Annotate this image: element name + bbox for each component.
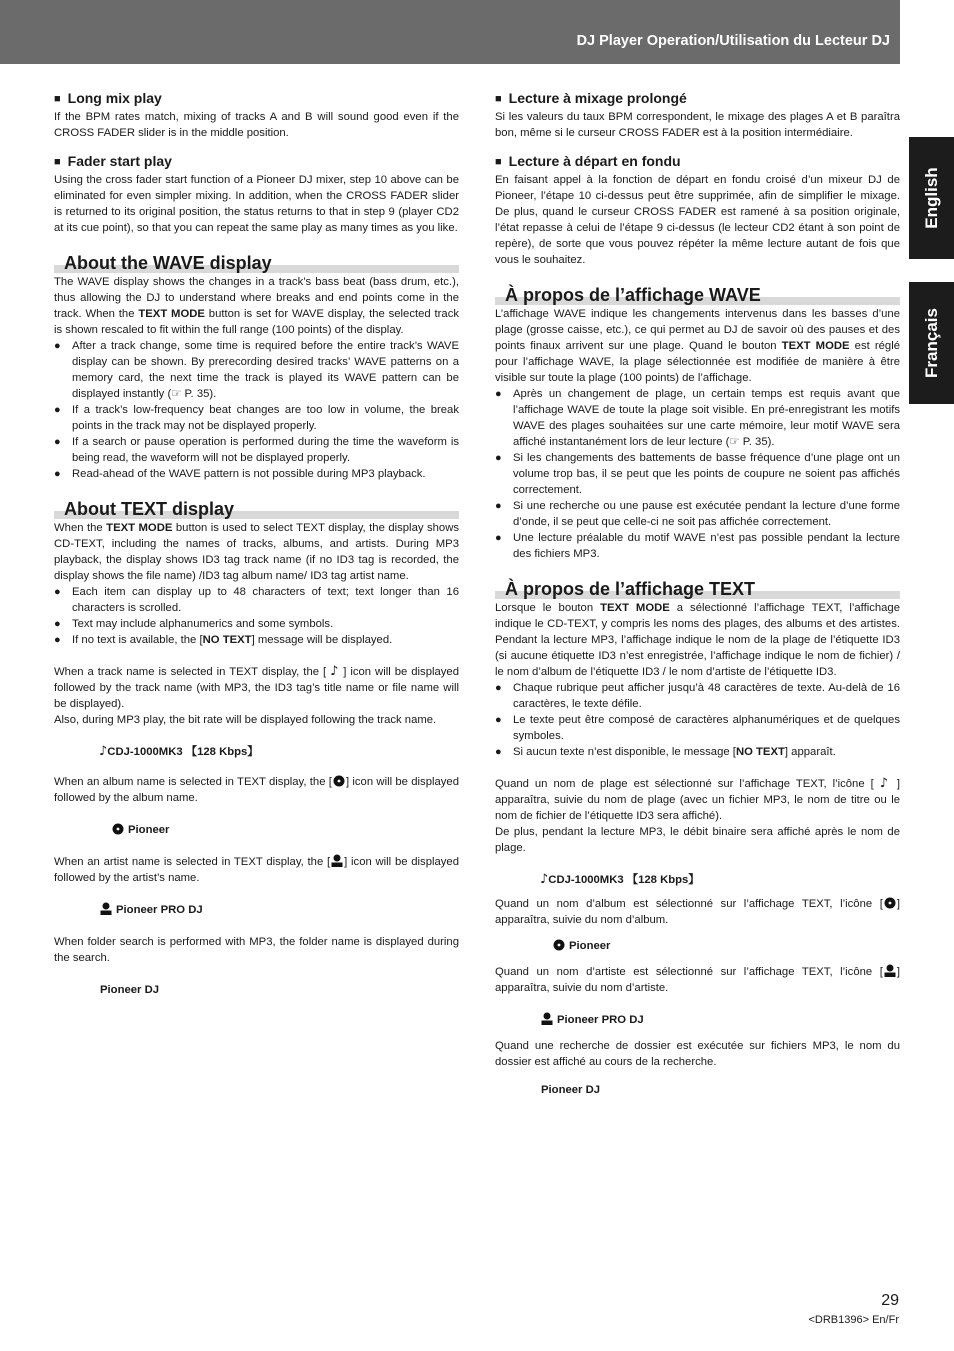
person-icon xyxy=(884,964,896,977)
lecture-fondu-heading: ■ Lecture à départ en fondu xyxy=(495,153,681,169)
text-bullets xyxy=(54,584,459,648)
text-section-title: About TEXT display xyxy=(54,496,459,520)
music-note-icon: ♪ xyxy=(330,664,340,679)
folder-display-example: Pioneer DJ xyxy=(100,984,160,996)
artist-display-example: Pioneer PRO DJ xyxy=(54,902,459,918)
music-note-icon: ♪ xyxy=(99,744,108,759)
fader-start-body: Using the cross fader start function of a Pioneer DJ mixer, step 10 above can be eliminated for even simpler mixing. In addition, when the CROSS FADER slider is returned to its original position, the status returns to that in step 9 (player CD2 at its cue point), so that you can repeat the same play as many times as you like. xyxy=(54,174,459,234)
list-item: ● Si aucun texte n’est disponible, le message [NO TEXT] apparaît. xyxy=(495,744,900,760)
long-mix-heading: ■ Long mix play xyxy=(54,90,162,106)
document-code: <DRB1396> En/Fr xyxy=(808,1314,899,1326)
text-intro: When the TEXT MODE button is used to select TEXT display, the display shows CD-TEXT, including the names of tracks, albums, and artists. During MP3 playback, the display shows ID3 tag track name (if no ID3 tag is recorded, the display shows the file name) /ID3 tag album name/ ID3 tag artist name. xyxy=(54,522,459,582)
list-item: ● Each item can display up to 48 characters of text; text longer than 16 characters is scrolled. xyxy=(54,584,459,616)
list-item: ● Read-ahead of the WAVE pattern is not possible during MP3 playback. xyxy=(54,466,459,482)
bitrate-paragraph: Also, during MP3 play, the bit rate will be displayed following the track name. xyxy=(54,714,437,726)
folder-paragraph: When folder search is performed with MP3, the folder name is displayed during the search. xyxy=(54,936,459,964)
disc-icon xyxy=(333,775,345,787)
wave-intro: The WAVE display shows the changes in a track’s bass beat (bass drum, etc.), thus allowing the DJ to understand where breaks and end points come in the track. When the TEXT MODE button is set for WAVE display, the selected track is shown rescaled to fit within the full range (100 points) of the display. xyxy=(54,276,460,336)
fader-start-heading: ■ Fader start play xyxy=(54,153,172,169)
disc-icon xyxy=(884,897,896,909)
list-item: ● Chaque rubrique peut afficher jusqu’à 48 caractères de texte. Au-delà de 16 caractères, le texte défile. xyxy=(495,680,900,712)
track-display-example: ♪CDJ-1000MK3 【128 Kbps】 xyxy=(99,744,259,759)
artist-display-fr-example: Pioneer PRO DJ xyxy=(495,1012,900,1028)
right-column xyxy=(495,90,900,1098)
album-paragraph: When an album name is selected in TEXT display, the [ ] icon will be displayed followed by the album name. xyxy=(54,776,459,804)
side-tab-francais xyxy=(909,282,954,404)
page-number: 29 xyxy=(881,1292,899,1309)
folder-display-fr-example: Pioneer DJ xyxy=(541,1084,601,1096)
side-tab-english xyxy=(909,137,954,259)
header-title: DJ Player Operation/Utilisation du Lecteur DJ xyxy=(576,33,890,49)
album-fr-paragraph: Quand un nom d’album est sélectionné sur l’affichage TEXT, l’icône [ ] apparaîtra, suivie du nom d’album. xyxy=(495,898,900,926)
text-fr-section-title: À propos de l’affichage TEXT xyxy=(495,576,900,600)
list-item: ● Si les changements des battements de basse fréquence d’une plage ont un volume trop bas, il se peut que les points de coupure ne soient pas affichés correctement. xyxy=(495,450,900,498)
list-item: ● Après un changement de plage, un certain temps est requis avant que l’affichage WAVE de toute la plage soit visible. En pré-enregistrant les motifs WAVE des plages souhaitées sur une carte mémoire, leur motif WAVE sera affiché instantanément lors de leur lecture (☞ P. 35). xyxy=(495,386,900,450)
header-bar xyxy=(0,0,900,64)
person-icon xyxy=(331,854,343,867)
track-name-paragraph: When a track name is selected in TEXT display, the [ ♪ ] icon will be displayed followed by the track name (with MP3, the ID3 tag’s title name or file name will be displayed). xyxy=(54,664,459,710)
disc-icon xyxy=(553,939,565,951)
music-note-icon: ♪ xyxy=(540,872,549,887)
track-name-fr-paragraph: Quand un nom de plage est sélectionné sur l’affichage TEXT, l’icône [ ♪ ] apparaîtra, suivie du nom de plage (avec un fichier MP3, le nom de titre ou le nom de fichier de l’étiquette ID3 sera affiché). xyxy=(495,776,900,822)
disc-icon xyxy=(112,823,124,835)
list-item: ● If a track’s low-frequency beat changes are too low in volume, the break points in the track may not be displayed properly. xyxy=(54,402,459,434)
text-fr-bullets xyxy=(495,680,900,760)
album-display-fr-example: Pioneer xyxy=(495,938,900,954)
person-icon xyxy=(100,902,112,915)
text-fr-intro: Lorsque le bouton TEXT MODE a sélectionné l’affichage TEXT, l’affichage indique le CD-TEXT, y compris les noms des plages, des albums et des artistes. Pendant la lecture MP3, l’affichage indique le nom de la plage de l’étiquette ID3 (si aucune étiquette ID3 n’est enregistrée, l’affichage indique le nom de fichier) / le nom d’album de l’étiquette ID3 / le nom d’artiste de l’étiquette ID3. xyxy=(495,602,900,678)
wave-section-title: About the WAVE display xyxy=(54,250,459,274)
lecture-fondu-body: En faisant appel à la fonction de départ en fondu croisé d’un mixeur DJ de Pioneer, l’étape 10 ci-dessus peut être supprimée, afin de simplifier le mixage. De plus, quand le curseur CROSS FADER est ramené à sa position originale, l’état repasse à celui de l’étape 9 ci-dessus (le lecteur CD2 étant à son point de repère), de sorte que vous pouvez répéter la même lecture autant de fois que vous le souhaitez. xyxy=(495,174,900,266)
wave-fr-intro: L’affichage WAVE indique les changements intervenus dans les basses d’une plage (grosse caisse, etc.), ce qui permet au DJ de savoir où des pauses et des points finaux arrivent sur une plage. Quand le bouton TEXT MODE est réglé pour l’affichage WAVE, la plage sélectionnée est modifiée de manière à être visible sur toute la plage (100 points) de l’affichage. xyxy=(495,308,901,384)
list-item: ● Une lecture préalable du motif WAVE n’est pas possible pendant la lecture des fichiers MP3. xyxy=(495,530,900,562)
music-note-icon: ♪ xyxy=(879,776,891,791)
side-tab-francais-label: Français xyxy=(921,308,941,378)
wave-bullets xyxy=(54,338,459,482)
list-item: ● Si une recherche ou une pause est exécutée pendant la lecture d’une forme d’onde, il se peut que celle-ci ne soit pas affichée correctement. xyxy=(495,498,900,530)
list-item: ● Text may include alphanumerics and some symbols. xyxy=(54,616,459,632)
list-item: ● If a search or pause operation is performed during the time the waveform is being read, the waveform will not be displayed properly. xyxy=(54,434,459,466)
list-item: ● After a track change, some time is required before the entire track’s WAVE display can be shown. By prerecording desired tracks’ WAVE patterns on a memory card, the next time the track is played its WAVE pattern can be displayed instantly (☞ P. 35). xyxy=(54,338,459,402)
wave-fr-section-title: À propos de l’affichage WAVE xyxy=(495,282,900,306)
lecture-mixage-heading: ■ Lecture à mixage prolongé xyxy=(495,90,687,106)
bitrate-fr-paragraph: De plus, pendant la lecture MP3, le débit binaire sera affiché après le nom de plage. xyxy=(495,826,900,854)
album-display-example: Pioneer xyxy=(54,822,459,838)
list-item: ● If no text is available, the [NO TEXT] message will be displayed. xyxy=(54,632,459,648)
person-icon xyxy=(541,1012,553,1025)
list-item: ● Le texte peut être composé de caractères alphanumériques et de quelques symboles. xyxy=(495,712,900,744)
long-mix-body: If the BPM rates match, mixing of tracks A and B will sound good even if the CROSS FADER slider is in the middle position. xyxy=(54,111,459,139)
folder-fr-paragraph: Quand une recherche de dossier est exécutée sur fichiers MP3, le nom du dossier est affiché au cours de la recherche. xyxy=(495,1040,900,1068)
wave-fr-bullets xyxy=(495,386,900,562)
left-column xyxy=(54,90,459,998)
artist-paragraph: When an artist name is selected in TEXT display, the [ ] icon will be displayed followed by the artist’s name. xyxy=(54,856,459,884)
artist-fr-paragraph: Quand un nom d’artiste est sélectionné sur l’affichage TEXT, l’icône [ ] apparaîtra, suivie du nom d’artiste. xyxy=(495,966,900,994)
lecture-mixage-body: Si les valeurs du taux BPM correspondent, le mixage des plages A et B paraîtra bon, même si le curseur CROSS FADER est à la position intermédiaire. xyxy=(495,111,900,139)
side-tab-english-label: English xyxy=(921,167,941,229)
track-display-fr-example: ♪CDJ-1000MK3 【128 Kbps】 xyxy=(540,872,700,887)
